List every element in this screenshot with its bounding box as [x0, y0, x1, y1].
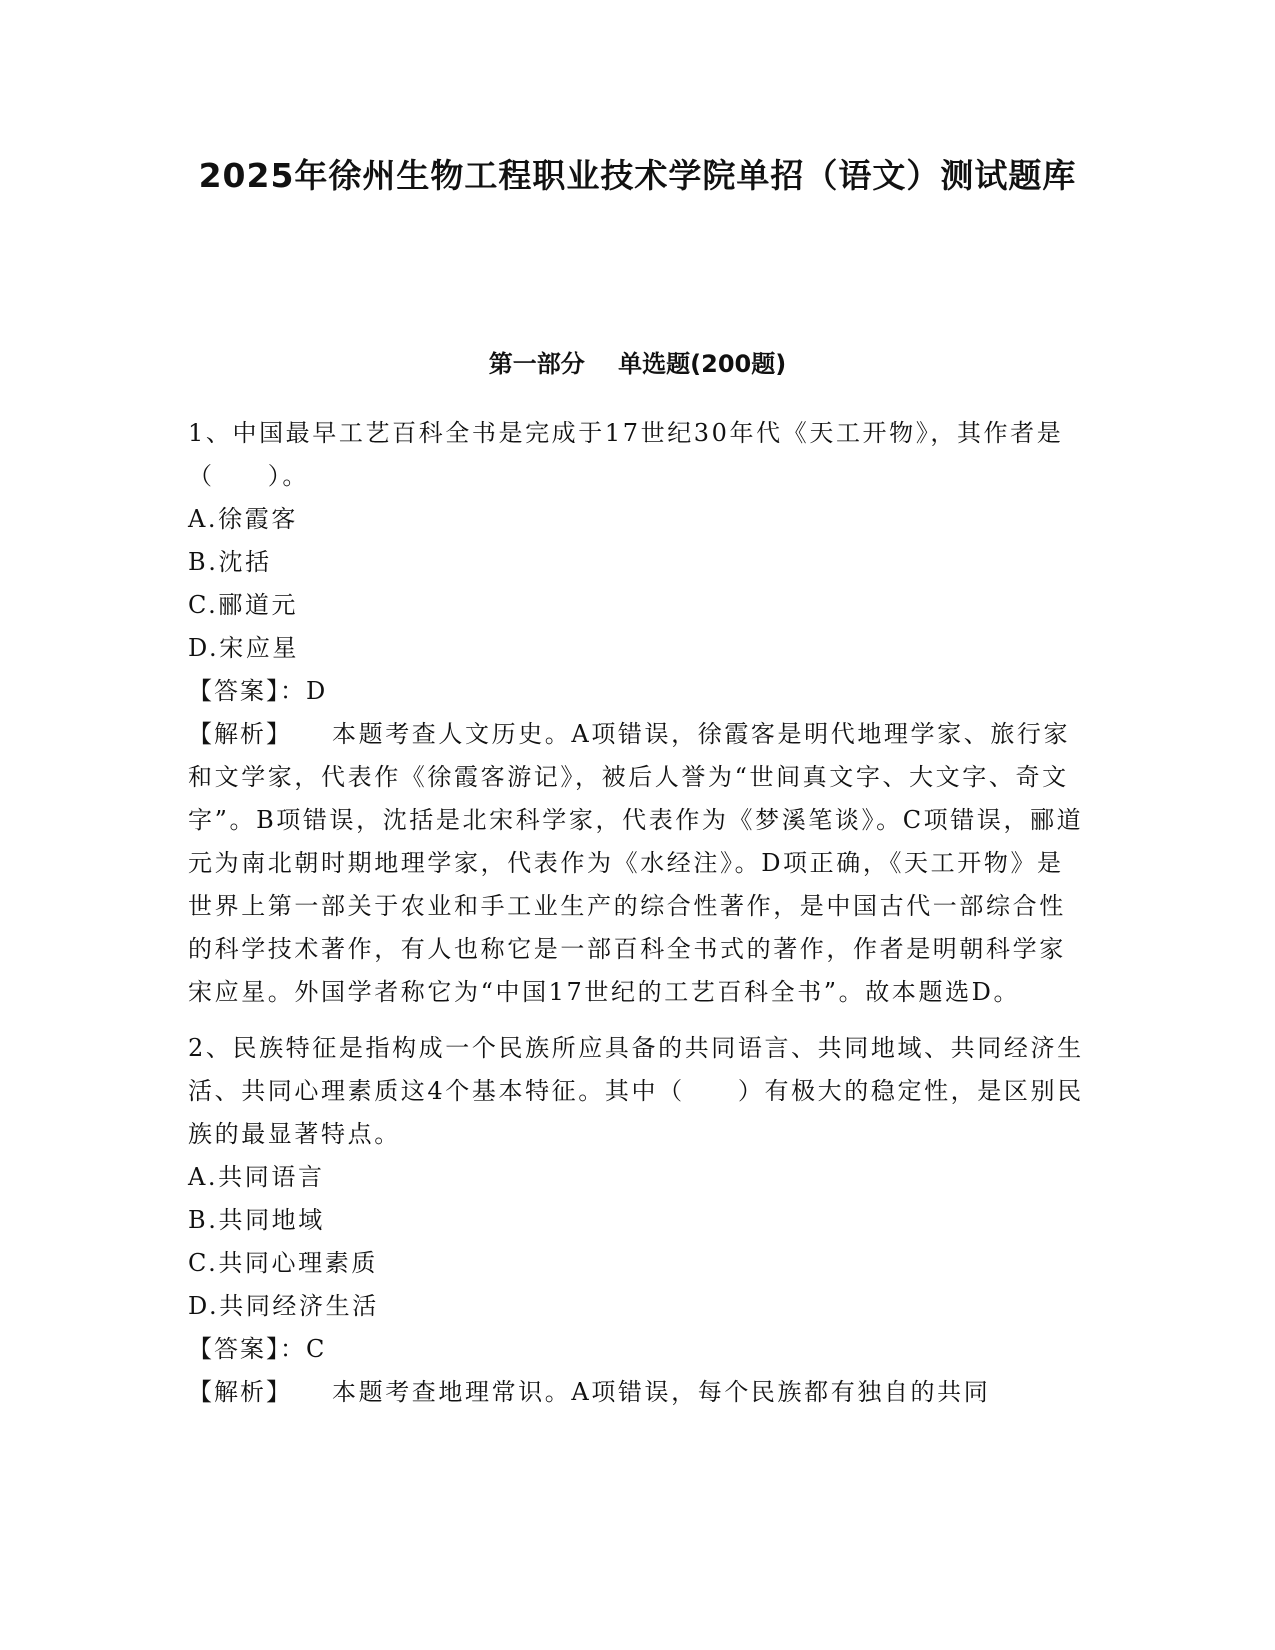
- option-d: D.宋应星: [188, 634, 300, 662]
- document-title: 2025年徐州生物工程职业技术学院单招（语文）测试题库: [198, 156, 1077, 195]
- option-a: A.徐霞客: [188, 505, 298, 533]
- question-stem: 2、民族特征是指构成一个民族所应具备的共同语言、共同地域、共同经济生活、共同心理素质这4个基本特征。其中（ ）有极大的稳定性，是区别民族的最显著特点。: [188, 1034, 1084, 1148]
- analysis-text: 本题考查人文历史。A项错误，徐霞客是明代地理学家、旅行家和文学家，代表作《徐霞客游记》，被后人誉为“世间真文字、大文字、奇文字”。B项错误，沈括是北宋科学家，代表作为《梦溪笔谈》。C项错误，郦道元为南北朝时期地理学家，代表作为《水经注》。D项正确，《天工开物》是世界上第一部关于农业和手工业生产的综合性著作，是中国古代一部综合性的科学技术著作，有人也称它是一部百科全书式的著作，作者是明朝科学家宋应星。外国学者称它为“中国17世纪的工艺百科全书”。故本题选D。: [188, 720, 1084, 1006]
- question-stem: 1、中国最早工艺百科全书是完成于17世纪30年代《天工开物》，其作者是（ ）。: [188, 419, 1064, 490]
- answer-line: [188, 670, 1088, 713]
- answer-label: 【答案】：: [188, 677, 306, 705]
- analysis-label: 【解析】: [188, 720, 292, 748]
- analysis-text: 本题考查地理常识。A项错误，每个民族都有独自的共同: [332, 1378, 991, 1406]
- analysis-paragraph: [188, 713, 1088, 1014]
- analysis-label: 【解析】: [188, 1378, 292, 1406]
- question-2: [188, 1027, 1088, 1414]
- option-c: C.郦道元: [188, 591, 299, 619]
- option-a: A.共同语言: [188, 1163, 325, 1191]
- option-b: B.共同地域: [188, 1206, 325, 1234]
- answer-value: D: [306, 677, 328, 705]
- section-heading: 第一部分 单选题(200题): [488, 350, 787, 378]
- answer-value: C: [306, 1335, 327, 1363]
- analysis-paragraph: [188, 1371, 1088, 1414]
- answer-label: 【答案】：: [188, 1335, 306, 1363]
- option-b: B.沈括: [188, 548, 272, 576]
- option-d: D.共同经济生活: [188, 1292, 379, 1320]
- option-c: C.共同心理素质: [188, 1249, 378, 1277]
- answer-line: [188, 1328, 1088, 1371]
- question-1: [188, 412, 1088, 1014]
- document-body: [188, 412, 1088, 1414]
